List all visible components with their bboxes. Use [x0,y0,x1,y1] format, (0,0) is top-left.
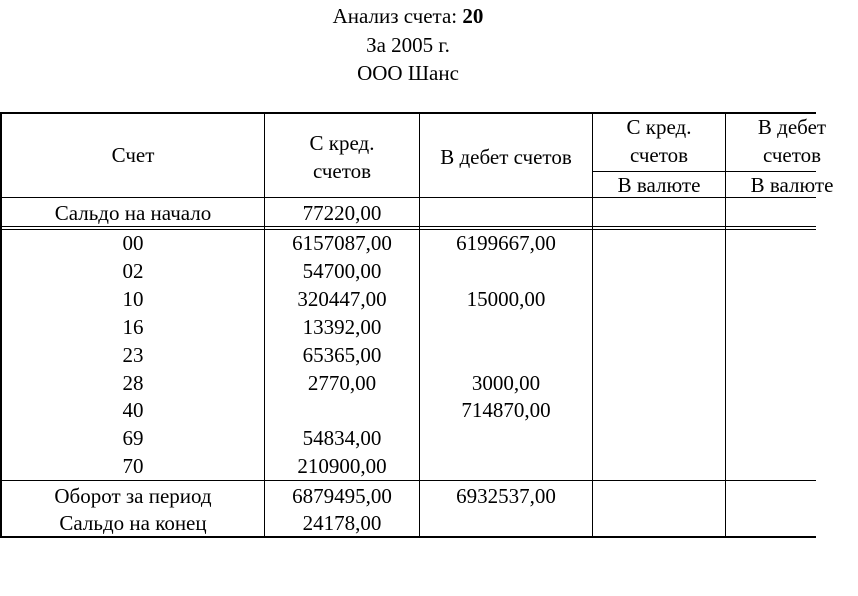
row-credit: 6157087,00 [292,231,392,255]
row-credit: 65365,00 [302,343,382,367]
col-header-debit-currency: В дебет счетов [757,115,827,167]
col-subheader-currency-right: В валюте [750,173,834,197]
row-account: 69 [122,426,144,450]
col-header-account: Счет [111,143,155,167]
row-account: 70 [122,454,144,478]
report-company: ООО Шанс [357,61,459,85]
report-period: За 2005 г. [366,33,450,57]
row-credit: 320447,00 [297,287,387,311]
turnover-debit: 6932537,00 [456,484,556,508]
col-header-credit-currency: С кред. счетов [626,115,692,167]
row-credit: 2770,00 [307,371,377,395]
turnover-credit: 6879495,00 [292,484,392,508]
opening-label: Сальдо на начало [54,201,212,225]
row-account: 28 [122,371,144,395]
closing-label: Сальдо на конец [59,511,207,535]
row-debit: 15000,00 [466,287,546,311]
row-account: 23 [122,343,144,367]
col-header-debit: В дебет счетов [440,145,572,169]
row-credit: 210900,00 [297,454,387,478]
title-account: 20 [462,4,484,28]
row-debit: 3000,00 [471,371,541,395]
col-subheader-currency-left: В валюте [617,173,701,197]
row-account: 02 [122,259,144,283]
row-credit: 54700,00 [302,259,382,283]
col-border-2 [419,112,420,538]
opening-credit: 77220,00 [302,201,382,225]
row-account: 16 [122,315,144,339]
row-credit: 13392,00 [302,315,382,339]
row-account: 00 [122,231,144,255]
body-bottom-border [0,480,816,481]
row-account: 40 [122,398,144,422]
row-debit: 714870,00 [461,398,551,422]
closing-credit: 24178,00 [302,511,382,535]
row-debit: 6199667,00 [456,231,556,255]
col-header-credit: С кред. счетов [309,131,375,183]
row-account: 10 [122,287,144,311]
title-prefix: Анализ счета: [332,4,458,28]
row-credit: 54834,00 [302,426,382,450]
turnover-label: Оборот за период [54,484,212,508]
